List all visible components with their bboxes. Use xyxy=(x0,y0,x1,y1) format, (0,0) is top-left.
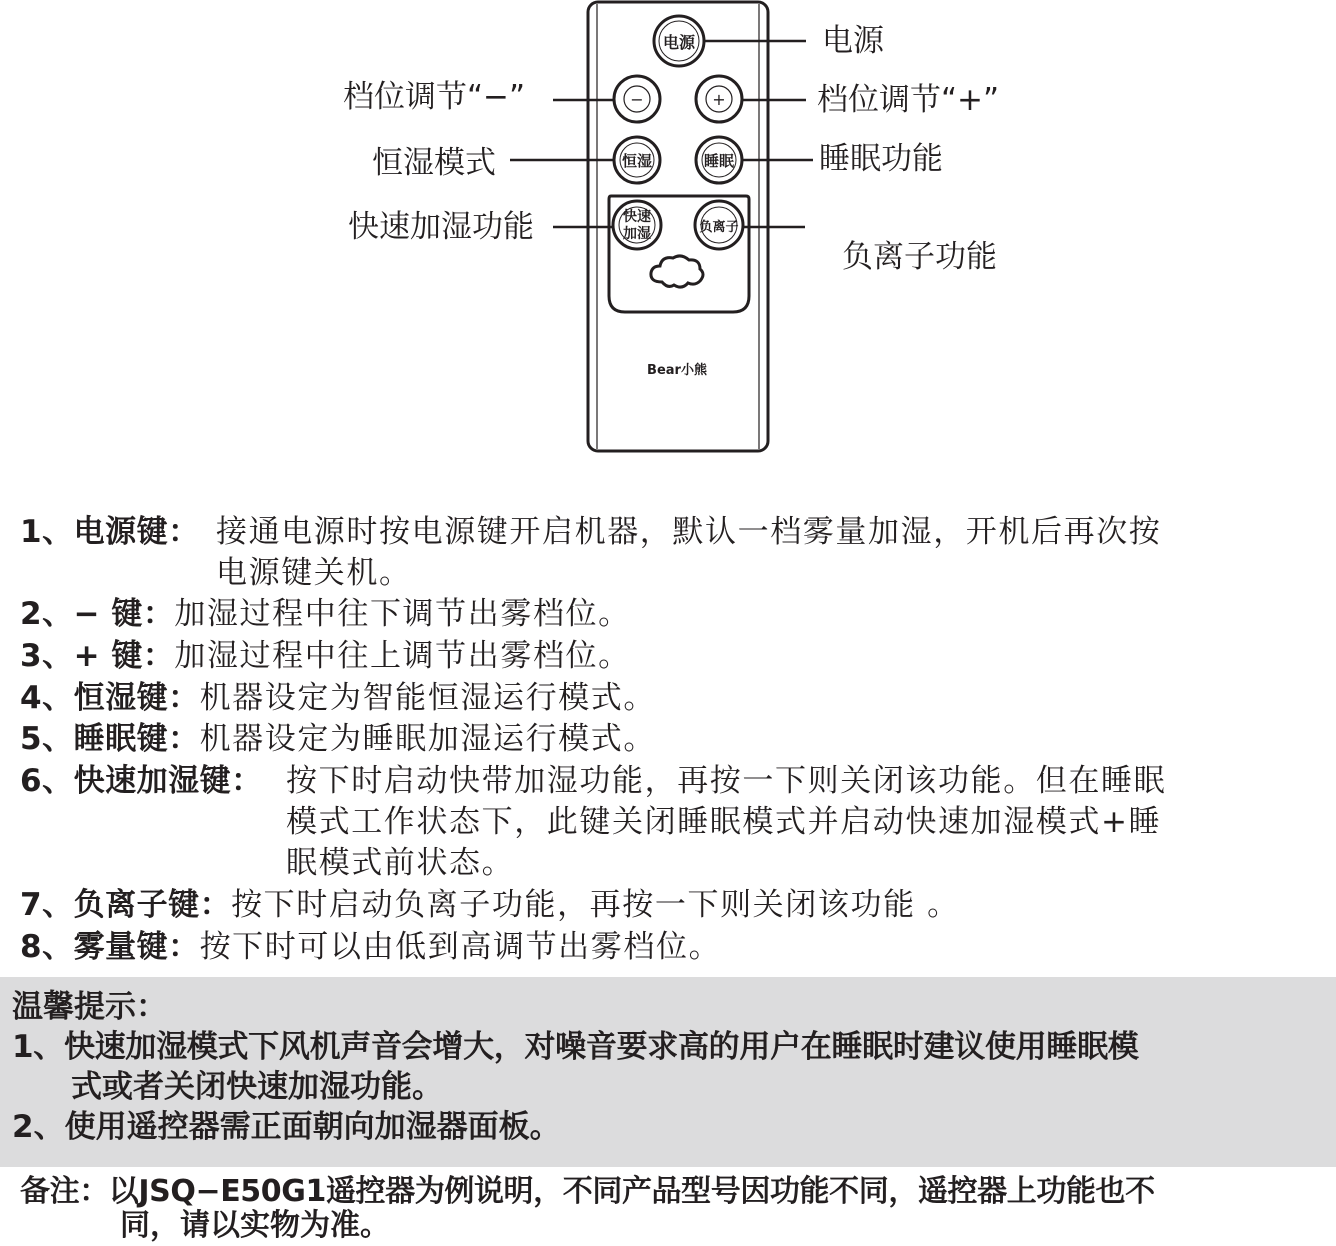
tip-item-1: 1、快速加湿模式下风机声音会增大，对噪音要求高的用户在睡眠时建议使用睡眠模 xyxy=(12,1029,1139,1065)
humidity-button[interactable] xyxy=(614,137,660,183)
tips-title: 温馨提示： xyxy=(12,989,167,1025)
plus-button[interactable] xyxy=(696,76,742,122)
instruction-label: 8、雾量键： xyxy=(20,929,200,965)
instruction-label: 1、电源键： xyxy=(20,514,200,550)
instruction-humidity xyxy=(20,678,1320,719)
tip-item-2: 2、使用遥控器需正面朝向加湿器面板。 xyxy=(12,1109,561,1145)
note-line-2: 同，请以实物为准。 xyxy=(120,1208,390,1243)
brand-logo xyxy=(647,362,708,378)
instruction-text: 按下时可以由低到高调节出雾档位。 xyxy=(199,929,722,965)
callout-power: 电源 xyxy=(822,23,884,59)
instruction-mist xyxy=(20,927,1320,968)
instruction-label: 5、睡眠键： xyxy=(20,721,200,757)
svg-text:Bear小熊: Bear小熊 xyxy=(647,363,707,378)
svg-text:恒湿: 恒湿 xyxy=(621,152,653,170)
callout-minus: 档位调节“−” xyxy=(343,79,526,115)
instruction-text: 按下时启动负离子功能，再按一下则关闭该功能 。 xyxy=(231,887,960,923)
instruction-plus xyxy=(20,636,1320,677)
callout-plus: 档位调节“+” xyxy=(817,82,1000,118)
callout-quick: 快速加湿功能 xyxy=(348,209,534,245)
svg-text:负离子: 负离子 xyxy=(699,220,739,235)
callout-sleep: 睡眠功能 xyxy=(819,141,943,177)
instruction-sleep xyxy=(20,719,1320,760)
anion-button[interactable] xyxy=(695,201,743,249)
instruction-text: 机器设定为智能恒湿运行模式。 xyxy=(199,680,656,716)
remote-illustration xyxy=(0,0,1336,460)
instruction-power xyxy=(20,512,1320,594)
svg-text:快速: 快速 xyxy=(623,209,651,225)
instruction-text: 接通电源时按电源键开启机器，默认一档雾量加湿，开机后再次按 电源键关机。 xyxy=(216,514,1162,591)
svg-text:−: − xyxy=(630,90,644,109)
instruction-label: 3、+ 键： xyxy=(20,638,175,674)
instruction-text: 加湿过程中往下调节出雾档位。 xyxy=(174,596,631,632)
power-button[interactable] xyxy=(654,16,704,66)
callout-humidity: 恒湿模式 xyxy=(372,145,496,181)
instruction-label: 4、恒湿键： xyxy=(20,680,200,716)
remote-diagram xyxy=(0,0,1336,460)
tip-item-1-cont: 式或者关闭快速加湿功能。 xyxy=(71,1069,443,1105)
svg-text:+: + xyxy=(712,90,726,109)
note-line-1: 备注：以JSQ−E50G1遥控器为例说明，不同产品型号因功能不同，遥控器上功能也不 xyxy=(20,1174,1155,1209)
instruction-label: 2、− 键： xyxy=(20,596,175,632)
quick-humidify-button[interactable] xyxy=(613,201,661,249)
instruction-text: 机器设定为睡眠加湿运行模式。 xyxy=(199,721,656,757)
svg-text:加湿: 加湿 xyxy=(623,226,651,242)
minus-button[interactable] xyxy=(614,76,660,122)
svg-text:电源: 电源 xyxy=(662,33,696,52)
callout-anion: 负离子功能 xyxy=(842,239,997,275)
instruction-text: 按下时启动快带加湿功能，再按一下则关闭该功能。但在睡眠 模式工作状态下，此键关闭睡眠模式并启动快速加湿模式+睡 眠模式前状态。 xyxy=(286,763,1167,881)
instruction-label: 7、负离子键： xyxy=(20,887,232,923)
instruction-text: 加湿过程中往上调节出雾档位。 xyxy=(174,638,631,674)
instruction-label: 6、快速加湿键： xyxy=(20,763,263,799)
tips-box xyxy=(0,977,1336,1167)
svg-text:睡眠: 睡眠 xyxy=(703,152,735,170)
instruction-anion xyxy=(20,885,1320,926)
sleep-button[interactable] xyxy=(696,137,742,183)
instruction-minus xyxy=(20,594,1320,635)
instruction-quick-humidify xyxy=(20,761,1320,884)
